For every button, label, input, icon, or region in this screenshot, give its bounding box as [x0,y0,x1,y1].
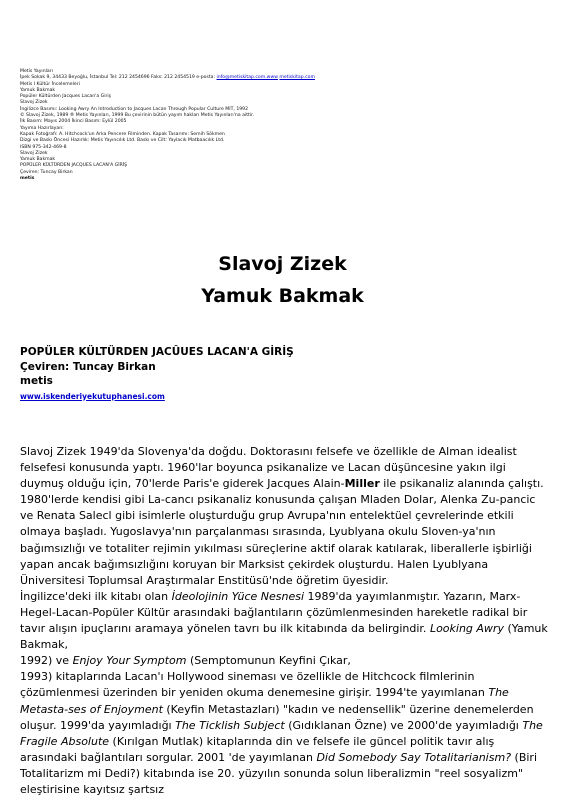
imprint-prep: Yayıma Hazırlayan: [20,125,64,131]
website-link[interactable]: www.iskenderiyekutuphanesi.com [20,391,165,401]
translator-line: Çeviren: Tuncay Birkan [20,360,156,373]
imprint-subtitle-caps: POPÜLER KÜLTÜRDEN JACQUES LACAN'A GİRİŞ [20,163,128,169]
bio-paragraph-4 [20,669,550,798]
bio-text: (Yamuk Bakmak, [20,622,548,652]
imprint-press: Dizgi ve Baskı Öncesi Hazırlık: Metis Yayıncılık Ltd. Baskı ve Cilt: Yaylacık Matbaacılık Ltd. [20,138,225,144]
book-author: Slavoj Zizek [218,253,347,275]
bio-paragraph-3 [20,653,550,669]
subtitle-block [20,345,294,404]
bio-text: (Biri Totalitarizm mi Dedi?) kitabında ise 20. yüzyılın sonunda solun liberalizmin "reel sosyalizm" eleştirisine kayıtsız şartsız [20,750,538,796]
imprint-author: Slavoj Zizek [20,100,48,106]
book-title-italic: The Metasta-ses of Enjoyment [20,686,509,716]
bio-text: Slavoj Zizek 1949'da Slovenya'da doğdu. Doktorasını felsefe ve özellikle de Alman idealist felsefesi konusunda yaptı. 1960'lar boyunca psikanalize ve Lacan düşüncesine yakın ilgi duymuş olduğu için, 70'lerde Paris'e giderek Jacques Alain- [20,445,517,491]
book-title-italic: The Fragile Absolute [20,718,543,748]
imprint-translator: Çeviren: Tuncay Birkan [20,169,73,175]
imprint-copyright: © Slavoj Zizek, 1989 ® Metis Yayınları, 1999 Bu çevirinin bütün yayım hakları Metis Yayınları'na aittir. [20,113,255,119]
book-title-italic: İdeolojinin Yüce Nesnesi [171,589,305,603]
imprint-author-2: Slavoj Zizek [20,150,48,156]
bio-text: 1989'da yayımlanmıştır. Yazarın, Marx-Hegel-Lacan-Popüler Kültür arasındaki bağlantıların çözümlenmesinden hareketle radikal bir tavır alışın ipuçlarını aramaya yönelen tavrı bu ilk kitabında da belirgindir. [20,589,528,636]
bio-bold-name: Miller [344,477,380,491]
imprint-isbn: ISBN 975-342-469-8 [20,144,67,150]
imprint-email-link[interactable]: info@metiskitap.com.www [216,75,278,81]
imprint-publisher: Metis Yayınları [20,69,53,74]
imprint-block [20,69,550,182]
author-biography [20,444,550,798]
book-title-italic: Did Somebody Say Totalitarianism? [316,750,512,764]
book-title: Yamuk Bakmak [201,285,364,307]
imprint-series: Metis I Kültür İncelemeleri [20,81,80,87]
book-title-italic: The Ticklish Subject [175,718,285,732]
imprint-title-2: Yamuk Bakmak [20,157,56,163]
bio-text: 1993) kitaplarında Lacan'ı Hollywood sineması ve özellikle de Hitchcock filmlerinin çözümlenmesi üzerinden bir yeniden okuma denemesine girişir. 1994'te yayımlanan [20,670,489,700]
imprint-brand: metis [20,176,35,182]
bio-text: ile psikanaliz alanında çalıştı. 1980'lerde kendisi gibi La-cancı psikanaliz konusunda çalışan Mladen Dolar, Alenka Zu-pancic ve Renata Salecl gibi isimlerle oluşturduğu grup Avrupa'nın entelektüel çevrelerinde etkili olmaya başladı. Yugoslavya'nın parçalanması sırasında, Lyublyana okulu Sloven-ya'nın bağımsızlığı ve totaliter rejimin yıkılması süreçlerine aktif olarak katılarak, liberallerle işbirliği yapan ancak bağımsızlığını koruyan bir Marksist çekirdek oluşturdu. Halen Lyublyana Üniversitesi Toplumsal Araştırmalar Enstitüsü'nde öğretim üyesidir. [20,477,544,587]
bio-paragraph-2 [20,589,550,653]
bio-text: (Gıdıklanan Özne) ve 2000'de yayımladığı [284,718,523,732]
bio-text: (Semptomunun Keyfini Çıkar, [186,654,351,668]
bio-text: İngilizce'deki ilk kitabı olan [20,589,172,603]
bio-text: 1992) ve [20,654,73,668]
imprint-address-text: İpek Sokak 9, 34433 Beyoğlu, İstanbul Tel: 212 2454696 Faks: 212 2454519 e-posta: [20,75,217,81]
imprint-subtitle: Popüler Kültürden Jacques Lacan'a Giriş [20,94,112,100]
book-title-italic: Enjoy Your Symptom [72,654,187,668]
imprint-printing: İlk Basım: Mayıs 2004 İkinci Basım: Eylül 2005 [20,119,127,125]
book-subtitle: POPÜLER KÜLTÜRDEN JACÛUES LACAN'A GİRİŞ [20,346,294,358]
bio-paragraph-1 [20,444,550,589]
publisher-name: metis [20,375,53,387]
imprint-title: Yamuk Bakmak [20,87,56,93]
imprint-site-link[interactable]: metiskitap.com [279,75,315,81]
imprint-cover: Kapak Fotoğrafı: A. Hitchcock'un Arka Pencere Filminden. Kapak Tasarımı: Semih Sökmen [20,131,225,137]
imprint-original: İngilizce Basımı: Looking Awry An Introduction to Jacques Lacan Through Popular Culture MIT, 1992 [20,106,249,112]
book-title-italic: Looking Awry [429,622,504,636]
bio-text: (Keyfin Metastazları) "kadın ve nedensellik" üzerine denemelerden oluşur. 1999'da yayımladığı [20,702,534,732]
bio-text: (Kırılgan Mutlak) kitaplarında din ve felsefe ile güncel politik tavır alış arasındaki bağlantıları sorgular. 2001 'de yayımlanan [20,734,495,764]
